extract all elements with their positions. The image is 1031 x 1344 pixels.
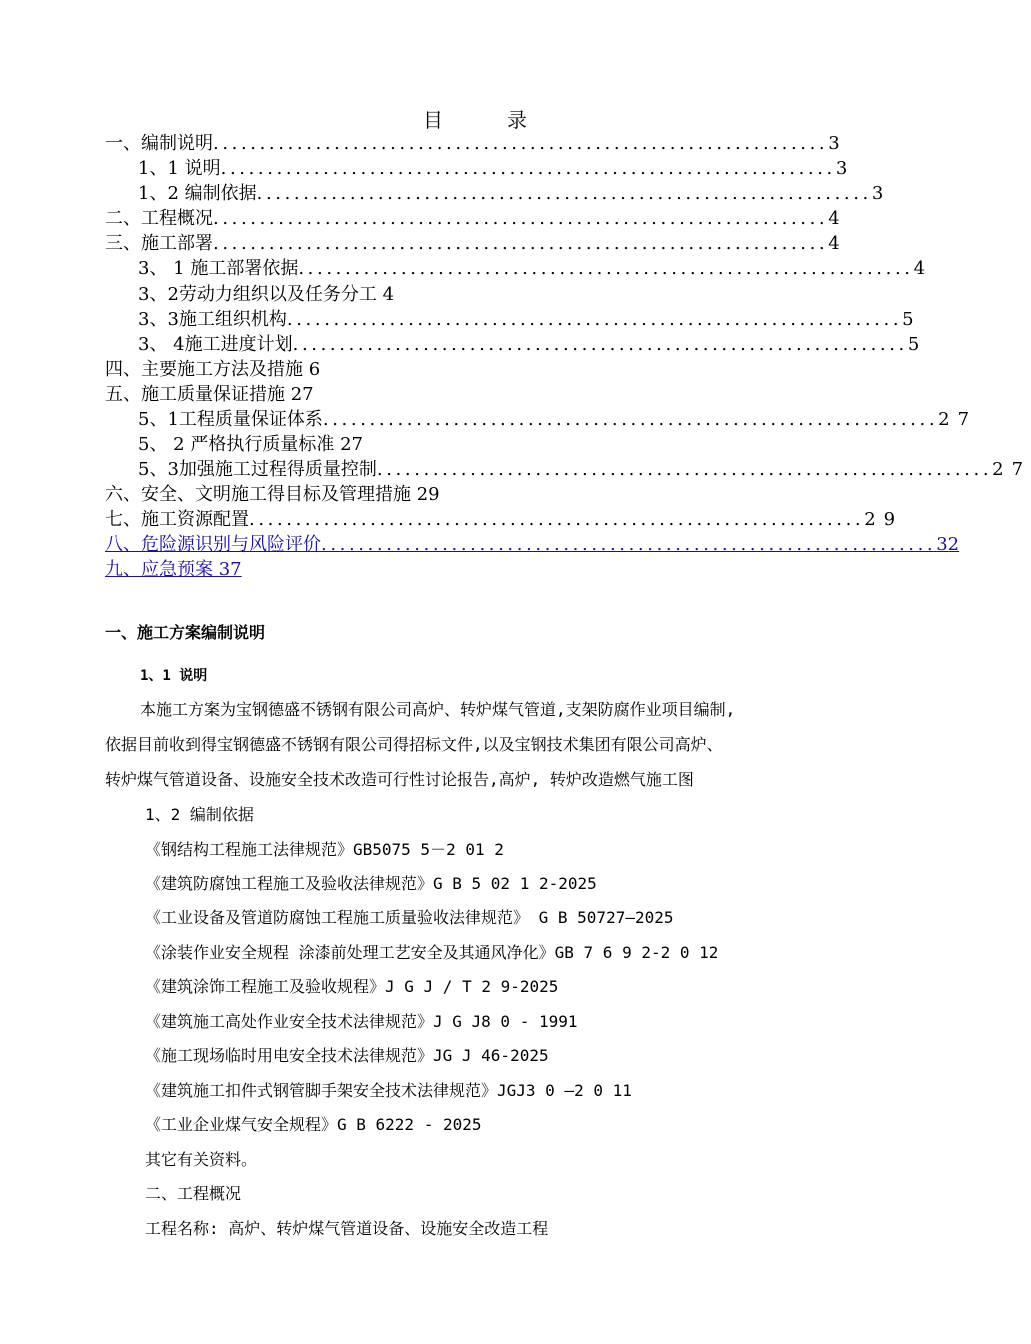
reference-item: 《施工现场临时用电安全技术法律规范》JG J 46-2025 <box>145 1046 549 1065</box>
toc-title: 目 录 <box>423 108 549 132</box>
toc-entry[interactable]: 3、 4施工进度计划 .................................................................. 5 <box>138 334 928 355</box>
toc-entry[interactable]: 5、3加强施工过程得质量控制 .................................................................. 27 <box>138 459 1031 480</box>
leader-dots: .................................................................. <box>376 459 993 480</box>
paragraph-line: 依据目前收到得宝钢德盛不锈钢有限公司得招标文件,以及宝钢技术集团有限公司高炉、 <box>105 735 723 754</box>
toc-entry[interactable]: 五、施工质量保证措施 27 <box>105 384 314 405</box>
section-heading: 一、施工方案编制说明 <box>105 623 266 642</box>
leader-dots: .................................................................. <box>321 534 937 555</box>
reference-item: 《钢结构工程施工法律规范》GB5075 5－2 01 2 <box>145 840 504 859</box>
leader-dots: .................................................................. <box>220 158 836 179</box>
reference-item: 《建筑防腐蚀工程施工及验收法律规范》G B 5 02 1 2-2025 <box>145 874 597 893</box>
reference-item: 《工业企业煤气安全规程》G B 6222 - 2025 <box>145 1115 482 1134</box>
toc-entry[interactable]: 3、3施工组织机构 .................................................................. 5 <box>138 309 922 330</box>
paragraph-line: 本施工方案为宝钢德盛不锈钢有限公司高炉、转炉煤气管道,支架防腐作业项目编制, <box>140 700 736 719</box>
toc-entry[interactable]: 1、2 编制依据 .................................................................. 3 <box>138 183 892 204</box>
leader-dots: .................................................................. <box>286 309 903 330</box>
section-heading: 二、工程概况 <box>145 1184 242 1203</box>
reference-item: 《建筑施工扣件式钢管脚手架安全技术法律规范》JGJ3 0 —2 0 11 <box>145 1081 632 1100</box>
toc-link-emergency[interactable]: 九、应急预案 37 <box>105 559 242 580</box>
leader-dots: .................................................................. <box>213 233 829 254</box>
leader-dots: .................................................................. <box>249 509 865 530</box>
toc-entry[interactable]: 六、安全、文明施工得目标及管理措施 29 <box>105 484 440 505</box>
toc-link-hazard[interactable]: 八、危险源识别与风险评价 .................................................................. 32 <box>105 534 960 555</box>
leader-dots: .................................................................. <box>298 258 914 279</box>
leader-dots: .................................................................. <box>213 208 829 229</box>
toc-entry[interactable]: 3、 1 施工部署依据 .................................................................. 4 <box>138 258 934 279</box>
toc-entry[interactable]: 四、主要施工方法及措施 6 <box>105 359 321 380</box>
reference-item: 《涂装作业安全规程 涂漆前处理工艺安全及其通风净化》GB 7 6 9 2-2 0 12 <box>145 943 719 962</box>
leader-dots: .................................................................. <box>322 409 939 430</box>
toc-entry[interactable]: 二、工程概况 .................................................................. 4 <box>105 208 848 229</box>
reference-item: 《建筑涂饰工程施工及验收规程》J G J / T 2 9-2025 <box>145 977 559 996</box>
toc-entry[interactable]: 1、1 说明 .................................................................. 3 <box>138 158 856 179</box>
toc-entry[interactable]: 5、1工程质量保证体系 .................................................................. 27 <box>138 409 978 430</box>
toc-entry[interactable]: 一、编制说明 .................................................................. 3 <box>105 133 848 154</box>
paragraph-line: 转炉煤气管道设备、设施安全技术改造可行性讨论报告,高炉, 转炉改造燃气施工图 <box>105 770 694 789</box>
toc-entry[interactable]: 七、施工资源配置 .................................................................. 29 <box>105 509 904 530</box>
toc-entry[interactable]: 3、2劳动力组织以及任务分工 4 <box>138 284 395 305</box>
toc-entry[interactable]: 5、 2 严格执行质量标准 27 <box>138 434 363 455</box>
reference-item: 《工业设备及管道防腐蚀工程施工质量验收法律规范》 G B 50727—2025 <box>145 908 674 927</box>
paragraph-line: 其它有关资料。 <box>145 1150 258 1169</box>
leader-dots: .................................................................. <box>256 183 872 204</box>
subsection-heading: 1、2 编制依据 <box>145 805 254 824</box>
subsection-heading: 1、1 说明 <box>140 668 208 684</box>
leader-dots: .................................................................. <box>213 133 829 154</box>
leader-dots: .................................................................. <box>292 334 908 355</box>
paragraph-line: 工程名称: 高炉、转炉煤气管道设备、设施安全改造工程 <box>145 1219 549 1238</box>
reference-item: 《建筑施工高处作业安全技术法律规范》J G J8 0 - 1991 <box>145 1012 578 1031</box>
toc-entry[interactable]: 三、施工部署 .................................................................. 4 <box>105 233 848 254</box>
